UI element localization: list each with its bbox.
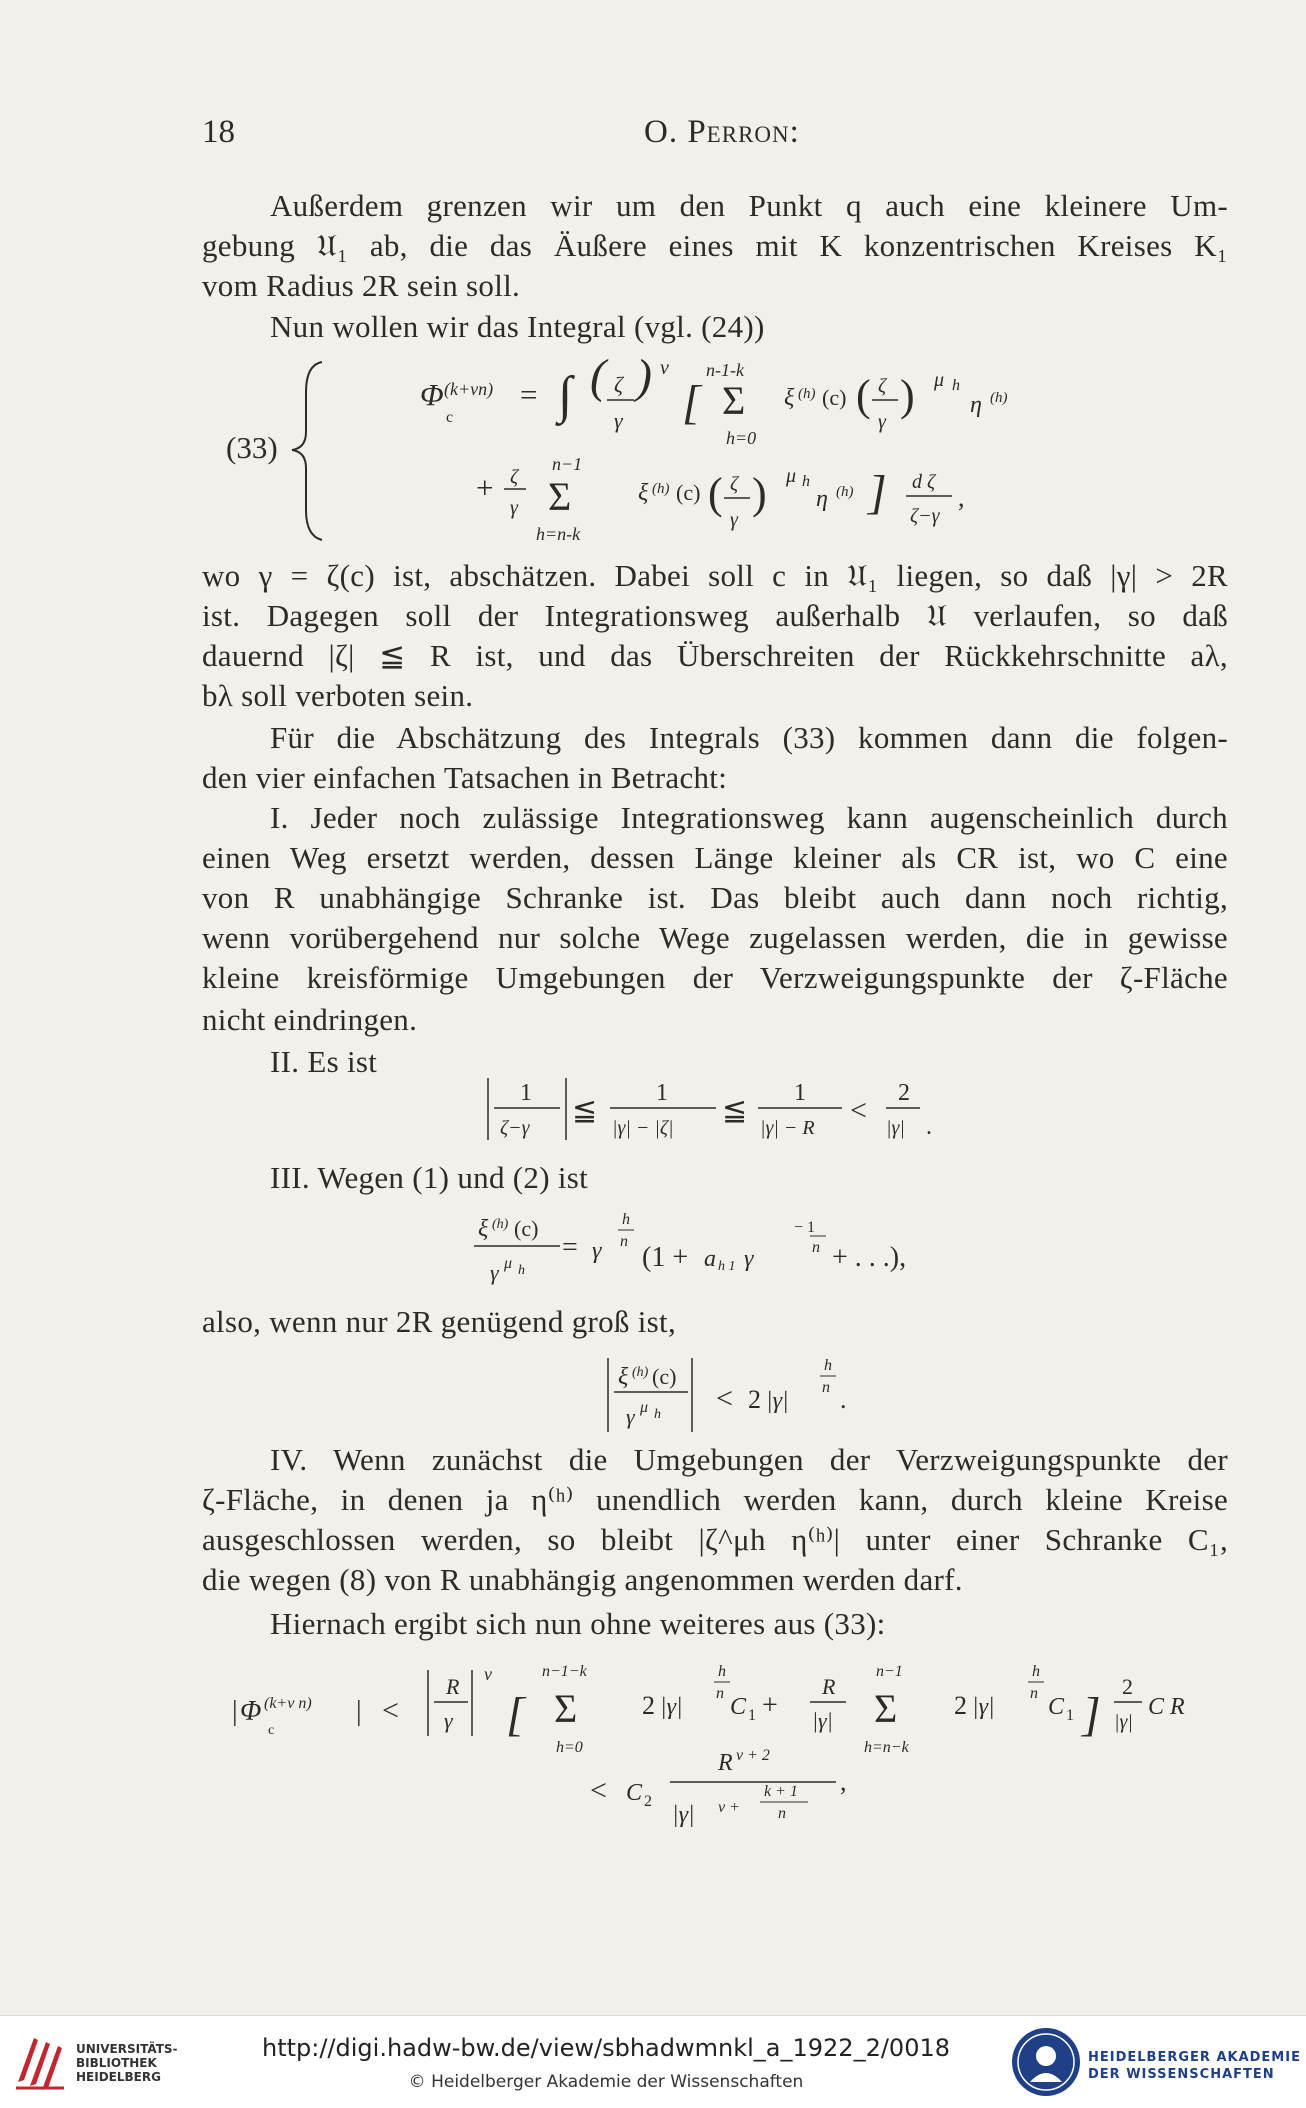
svg-text:h: h [518, 1263, 525, 1278]
svg-text:(h): (h) [492, 1217, 509, 1232]
svg-text:+ . . .),: + . . .), [832, 1242, 907, 1273]
svg-text:<: < [382, 1694, 399, 1727]
eq33-rparen: ) [636, 350, 652, 403]
eq33-eq: = [520, 377, 538, 412]
text-line: nicht eindringen. [202, 1002, 418, 1037]
eq33-xi: ξ [784, 385, 795, 411]
eq33-mu2: μ [786, 465, 797, 487]
svg-text:Σ: Σ [874, 1686, 898, 1731]
svg-text:<: < [850, 1094, 867, 1127]
svg-text:h: h [1032, 1663, 1040, 1680]
eq33-sum2: Σ [548, 474, 572, 519]
eq33-rparen2: ) [900, 371, 915, 420]
eq33-nu: ν [660, 357, 669, 379]
text-line: wo γ = ζ(c) ist, abschätzen. Dabei soll c in 𝔘₁ liegen, so daß |γ| > 2R [202, 558, 1228, 593]
eq33-integral: ∫ [558, 367, 573, 424]
svg-text:ν + 2: ν + 2 [736, 1747, 770, 1764]
svg-text:.: . [840, 1385, 847, 1414]
academy-seal-icon [1008, 2024, 1084, 2100]
text-line: Außerdem grenzen wir um den Punkt q auch eine kleinere Um- [270, 188, 1228, 223]
svg-text:1: 1 [520, 1080, 532, 1106]
eq33-zeta4: ζ [730, 473, 739, 495]
svg-text:n−1: n−1 [876, 1663, 903, 1680]
eq33-xi2sup: (h) [652, 481, 670, 497]
svg-text:<: < [590, 1774, 607, 1807]
permalink-url[interactable]: http://digi.hadw-bw.de/view/sbhadwmnkl_a_1922_2/0018 [261, 2034, 951, 2062]
svg-text:,: , [840, 1767, 847, 1796]
svg-text:|γ|: |γ| [660, 1694, 683, 1720]
svg-text:k + 1: k + 1 [764, 1783, 798, 1800]
eq33-plus: + [476, 470, 494, 505]
text-line: kleine kreisförmige Umgebungen der Verzweigungspunkte der ζ-Fläche [202, 960, 1228, 995]
svg-text:+: + [762, 1690, 778, 1721]
svg-text:h 1: h 1 [718, 1259, 736, 1274]
svg-text:|γ|: |γ| [972, 1694, 995, 1720]
text-line: Für die Abschätzung des Integrals (33) kommen dann die folgen- [270, 720, 1228, 755]
text-line: einen Weg ersetzt werden, dessen Länge kleiner als CR ist, wo C eine [202, 840, 1228, 875]
svg-text:C: C [730, 1694, 747, 1720]
eq33-muh: h [952, 377, 960, 394]
running-title: O. Perron: [644, 114, 800, 150]
svg-text:2: 2 [898, 1080, 910, 1106]
text-line: wenn vorübergehend nur solche Wege zugelassen werden, die in gewisse [202, 920, 1228, 955]
svg-text:γ: γ [444, 1708, 453, 1733]
svg-text:γ: γ [490, 1260, 499, 1285]
text-line: I. Jeder noch zulässige Integrationsweg kann augenscheinlich durch [270, 800, 1228, 835]
svg-text:R: R [822, 1674, 836, 1699]
svg-text:]: ] [1082, 1688, 1101, 1741]
svg-text:|γ|: |γ| [766, 1388, 789, 1414]
svg-text:ν +: ν + [718, 1799, 740, 1816]
svg-text:c: c [268, 1723, 275, 1738]
svg-text:Φ: Φ [240, 1696, 262, 1727]
svg-text:μ: μ [640, 1399, 649, 1416]
svg-text:ν: ν [484, 1664, 492, 1684]
library-name: UNIVERSITÄTS- BIBLIOTHEK HEIDELBERG [76, 2042, 178, 2084]
svg-text:h: h [718, 1663, 726, 1680]
svg-text:|: | [232, 1696, 238, 1727]
eq33-phi: Φ [420, 377, 444, 412]
eq33-eta: η [970, 392, 982, 418]
text-line: bλ soll verboten sein. [202, 678, 474, 713]
svg-text:ξ: ξ [618, 1364, 629, 1390]
svg-text:h: h [824, 1357, 832, 1374]
library-logo-icon [14, 2032, 70, 2092]
eq33-rbracket: ] [868, 466, 887, 519]
svg-text:(c): (c) [652, 1364, 677, 1389]
eq33-rparen3: ) [752, 469, 767, 518]
text-line: IV. Wenn zunächst die Umgebungen der Verzweigungspunkte der [270, 1442, 1228, 1477]
eq33-sub-c: c [446, 409, 454, 426]
svg-text:ξ: ξ [478, 1216, 489, 1242]
eq33-mu: μ [934, 369, 945, 391]
svg-text:a: a [704, 1246, 716, 1272]
svg-text:(k+ν n): (k+ν n) [264, 1695, 312, 1712]
text-line: die wegen (8) von R unabhängig angenommen werden darf. [202, 1562, 963, 1597]
eq33-lparen3: ( [708, 469, 723, 518]
copyright-notice: © Heidelberger Akademie der Wissenschaften [408, 2072, 804, 2092]
eq33-gamma4: γ [730, 509, 738, 531]
eq33-sum2bot: h=n-k [536, 524, 581, 544]
eq33-eta2sup: (h) [836, 484, 854, 500]
eq33-zgamma: ζ−γ [910, 505, 940, 527]
eq33-sumbot: h=0 [726, 428, 757, 448]
footer-bar [0, 2015, 1306, 2108]
text-line: den vier einfachen Tatsachen in Betracht: [202, 760, 728, 795]
svg-text:h: h [654, 1407, 661, 1422]
svg-text:1: 1 [1066, 1707, 1074, 1724]
svg-text:2: 2 [644, 1793, 652, 1810]
svg-text:<: < [716, 1382, 733, 1415]
svg-text:2: 2 [954, 1691, 967, 1720]
text-line: vom Radius 2R sein soll. [202, 268, 521, 303]
text-line: gebung 𝔘₁ ab, die das Äußere eines mit K konzentrischen Kreises K₁ [202, 228, 1228, 263]
svg-text:R: R [718, 1750, 733, 1776]
eq33-lparen: ( [590, 350, 606, 403]
svg-text:− 1: − 1 [794, 1219, 816, 1236]
svg-text:=: = [562, 1232, 578, 1263]
text-line: Hiernach ergibt sich nun ohne weiteres aus (33): [270, 1606, 886, 1641]
svg-text:(c): (c) [514, 1216, 539, 1241]
eq33-dzeta: d ζ [912, 471, 936, 493]
eq33-sum2top: n−1 [552, 454, 583, 474]
eq33-comma: , [958, 483, 965, 512]
eq33-sumtop: n-1-k [706, 360, 744, 380]
eq33-gamma3: γ [510, 497, 518, 519]
svg-text:γ: γ [592, 1238, 602, 1264]
svg-text:n: n [716, 1685, 724, 1702]
eq33-sum: Σ [722, 378, 746, 423]
svg-text:≦: ≦ [722, 1094, 748, 1127]
svg-text:C R: C R [1148, 1694, 1185, 1720]
svg-text:|γ|: |γ| [812, 1708, 833, 1733]
eq33-c2: (c) [676, 480, 701, 505]
text-line: also, wenn nur 2R genügend groß ist, [202, 1304, 677, 1339]
svg-text:γ: γ [626, 1404, 635, 1429]
equation-number: (33) [226, 430, 278, 465]
eq33-gamma2: γ [878, 411, 886, 433]
svg-text:[: [ [506, 1688, 525, 1741]
eq33-eta2: η [816, 486, 828, 512]
eq33-xisup: (h) [798, 386, 816, 402]
page-number: 18 [202, 114, 235, 150]
svg-text:C: C [626, 1780, 643, 1806]
svg-text:μ: μ [504, 1255, 513, 1272]
text-line: ist. Dagegen soll der Integrationsweg außerhalb 𝔘 verlaufen, so daß [202, 598, 1228, 633]
eq33-sup: (k+νn) [444, 379, 494, 399]
svg-text:h=n−k: h=n−k [864, 1739, 909, 1756]
svg-text:n: n [778, 1805, 786, 1822]
svg-text:2: 2 [748, 1385, 761, 1414]
svg-text:1: 1 [794, 1080, 806, 1106]
text-line: Nun wollen wir das Integral (vgl. (24)) [270, 309, 765, 344]
svg-text:h: h [622, 1211, 630, 1228]
eq33-gamma: γ [614, 408, 623, 433]
eq33-mu2h: h [802, 473, 810, 490]
eq33-c: (c) [822, 385, 847, 410]
svg-text:1: 1 [656, 1080, 668, 1106]
svg-text:|γ| − R: |γ| − R [760, 1117, 815, 1139]
svg-text:γ: γ [744, 1246, 754, 1272]
svg-text:|: | [356, 1696, 362, 1727]
eq33-zeta3: ζ [510, 466, 519, 488]
svg-text:C: C [1048, 1694, 1065, 1720]
academy-name: HEIDELBERGER AKADEMIE DER WISSENSCHAFTEN [1088, 2050, 1301, 2082]
eq33-xi2: ξ [638, 480, 649, 506]
text-line: dauernd |ζ| ≦ R ist, und das Überschreiten der Rückkehrschnitte aλ, [202, 638, 1228, 673]
text-line: II. Es ist [270, 1044, 378, 1079]
brace-33 [292, 362, 322, 540]
svg-text:n: n [620, 1233, 628, 1250]
svg-text:|γ|: |γ| [886, 1117, 905, 1139]
svg-text:R: R [446, 1674, 460, 1699]
svg-text:.: . [926, 1114, 932, 1140]
svg-text:n: n [822, 1379, 830, 1396]
text-line: von R unabhängige Schranke ist. Das bleibt auch dann noch richtig, [202, 880, 1228, 915]
svg-text:Σ: Σ [554, 1686, 578, 1731]
text-line: ausgeschlossen werden, so bleibt |ζ^μh η⁽ʰ⁾| unter einer Schranke C₁, [202, 1522, 1228, 1557]
eq33-zeta: ζ [614, 372, 623, 397]
eq33-etasup: (h) [990, 390, 1008, 406]
svg-text:≦: ≦ [572, 1094, 598, 1127]
svg-text:|γ|: |γ| [1114, 1711, 1133, 1733]
svg-text:n: n [1030, 1685, 1038, 1702]
text-line: ζ-Fläche, in denen ja η⁽ʰ⁾ unendlich werden kann, durch kleine Kreise [202, 1482, 1228, 1517]
svg-text:|γ| − |ζ|: |γ| − |ζ| [612, 1117, 674, 1139]
svg-text:(h): (h) [632, 1365, 649, 1380]
svg-text:2: 2 [1122, 1674, 1133, 1699]
svg-text:n−1−k: n−1−k [542, 1663, 587, 1680]
svg-text:2: 2 [642, 1691, 655, 1720]
eq33-lparen2: ( [856, 371, 871, 420]
svg-text:n: n [812, 1239, 820, 1256]
eq33-zeta2: ζ [878, 375, 887, 397]
svg-text:|γ|: |γ| [672, 1802, 695, 1828]
svg-text:h=0: h=0 [556, 1739, 583, 1756]
svg-text:1: 1 [748, 1707, 756, 1724]
svg-text:ζ−γ: ζ−γ [500, 1117, 530, 1139]
eq33-lbracket: [ [682, 376, 701, 429]
text-line: III. Wegen (1) und (2) ist [270, 1160, 589, 1195]
svg-text:(1 +: (1 + [642, 1242, 689, 1273]
